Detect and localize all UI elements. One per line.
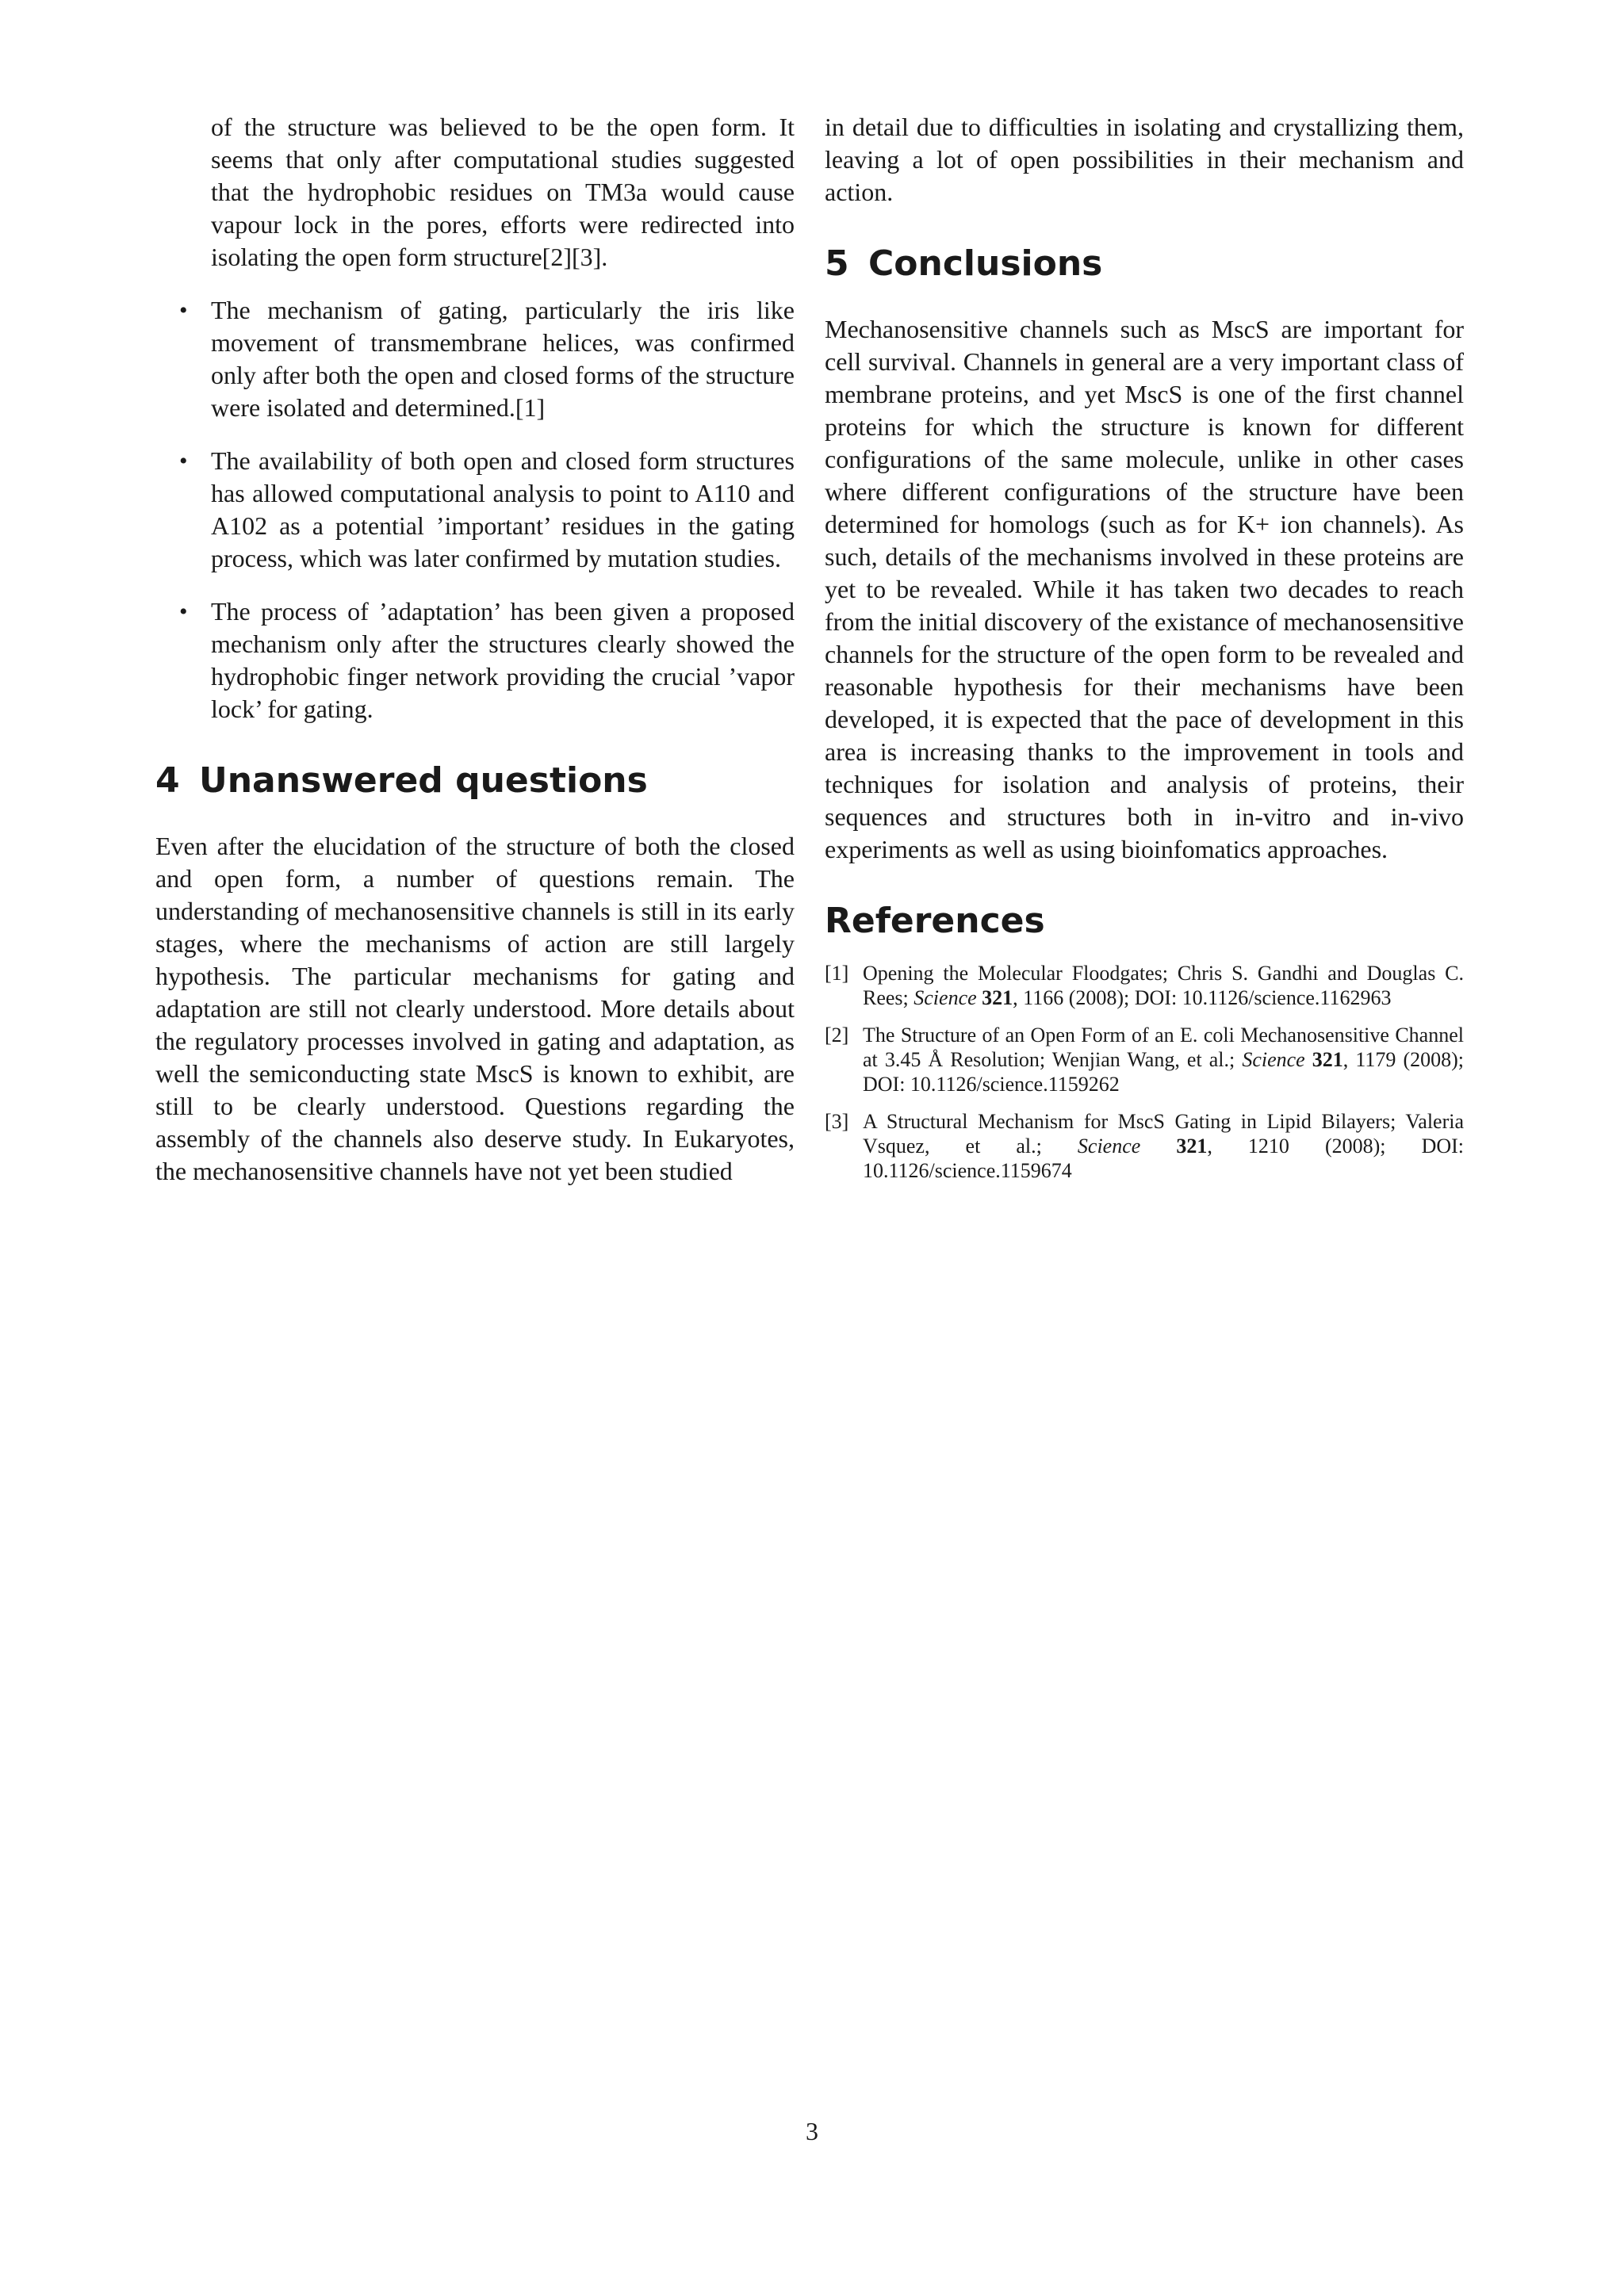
bullet-icon: • [179, 297, 188, 323]
section-title: Conclusions [868, 243, 1103, 284]
reference-label: [2] [825, 1024, 849, 1047]
reference-label: [3] [825, 1110, 849, 1133]
reference-item [825, 1109, 1464, 1183]
bullet-item [155, 294, 795, 424]
reference-item [825, 1023, 1464, 1096]
section-heading-unanswered-questions [155, 759, 795, 803]
section-title: Unanswered questions [199, 760, 648, 801]
section-number: 5 [825, 243, 849, 284]
bullet-icon: • [179, 448, 188, 474]
reference-volume: 321 [1176, 1135, 1208, 1158]
reference-label: [1] [825, 962, 849, 985]
references-heading: References [825, 901, 1045, 941]
bullet-item-continued [155, 111, 795, 274]
reference-journal: Science [1077, 1135, 1141, 1158]
bullet-list [155, 111, 795, 725]
bullet-icon: • [179, 599, 188, 625]
bullet-item [155, 595, 795, 725]
reference-rest: , 1166 (2008); DOI: 10.1126/science.1162963 [1013, 986, 1392, 1009]
reference-item [825, 961, 1464, 1010]
left-column [155, 111, 795, 1188]
bullet-text: of the structure was believed to be the open form. It seems that only after computational studies suggested that the hydrophobic residues on TM3a would cause vapour lock in the pores, efforts were redirected into isolating the open form structure[2][3]. [211, 113, 795, 271]
reference-journal: Science [914, 986, 977, 1009]
bullet-text: The availability of both open and closed form structures has allowed computational analysis to point to A110 and A102 as a potential ’important’ residues in the gating process, which was later confirmed by mutation studies. [211, 446, 795, 572]
reference-rest: , 1210 (2008); DOI: 10.1126/science.1159674 [863, 1135, 1465, 1182]
bullet-text: The process of ’adaptation’ has been given a proposed mechanism only after the structures clearly showed the hydrophobic finger network providing the crucial ’vapor lock’ for gating. [211, 597, 795, 723]
reference-volume: 321 [982, 986, 1013, 1009]
section-number: 4 [155, 760, 180, 801]
section-body: Mechanosensitive channels such as MscS are important for cell survival. Channels in general are a very important class of membrane proteins, and yet MscS is one of the first channel proteins for which the structure is known for different configurations of the same molecule, unlike in other cases where different configurations of the structure have been determined for homologs (such as for K+ ion channels). As such, details of the mechanisms involved in these proteins are yet to be revealed. While it has taken two decades to reach from the initial discovery of the existance of mechanosensitive channels for the structure of the open form to be revealed and reasonable hypothesis for their mechanisms have been developed, it is expected that the pace of development in this area is increasing thanks to the improvement in tools and techniques for isolation and analysis of proteins, their sequences and structures both in in-vitro and in-vivo experiments as well as using bioinfomatics approaches. [825, 315, 1464, 863]
bullet-text: The mechanism of gating, particularly the iris like movement of transmembrane helices, was confirmed only after both the open and closed forms of the structure were isolated and determined.[1] [211, 296, 795, 422]
section-body-continued: in detail due to difficulties in isolating and crystallizing them, leaving a lot of open possibilities in their mechanism and action. [825, 113, 1464, 206]
reference-rest: , 1179 (2008); DOI: 10.1126/science.1159262 [863, 1048, 1465, 1096]
reference-text: A Structural Mechanism for MscS Gating in Lipid Bilayers; Valeria Vsquez, et al.; [863, 1110, 1464, 1158]
reference-journal: Science [1242, 1048, 1305, 1071]
reference-volume: 321 [1312, 1048, 1343, 1071]
right-column [825, 111, 1464, 1196]
reference-list [825, 961, 1464, 1183]
section-heading-conclusions [825, 242, 1464, 286]
reference-text: Opening the Molecular Floodgates; Chris S. Gandhi and Douglas C. Rees; [863, 962, 1464, 1009]
bullet-item [155, 445, 795, 575]
reference-text: The Structure of an Open Form of an E. coli Mechanosensitive Channel at 3.45 Å Resolution; Wenjian Wang, et al.; [863, 1024, 1464, 1071]
section-body: Even after the elucidation of the structure of both the closed and open form, a number of questions remain. The understanding of mechanosensitive channels is still in its early stages, where the mechanisms of action are still largely hypothesis. The particular mechanisms for gating and adaptation are still not clearly understood. More details about the regulatory processes involved in gating and adaptation, as well the semiconducting state MscS is known to exhibit, are still to be clearly understood. Questions regarding the assembly of the channels also deserve study. In Eukaryotes, the mechanosensitive channels have not yet been studied [155, 832, 795, 1185]
page-number: 3 [806, 2117, 818, 2145]
